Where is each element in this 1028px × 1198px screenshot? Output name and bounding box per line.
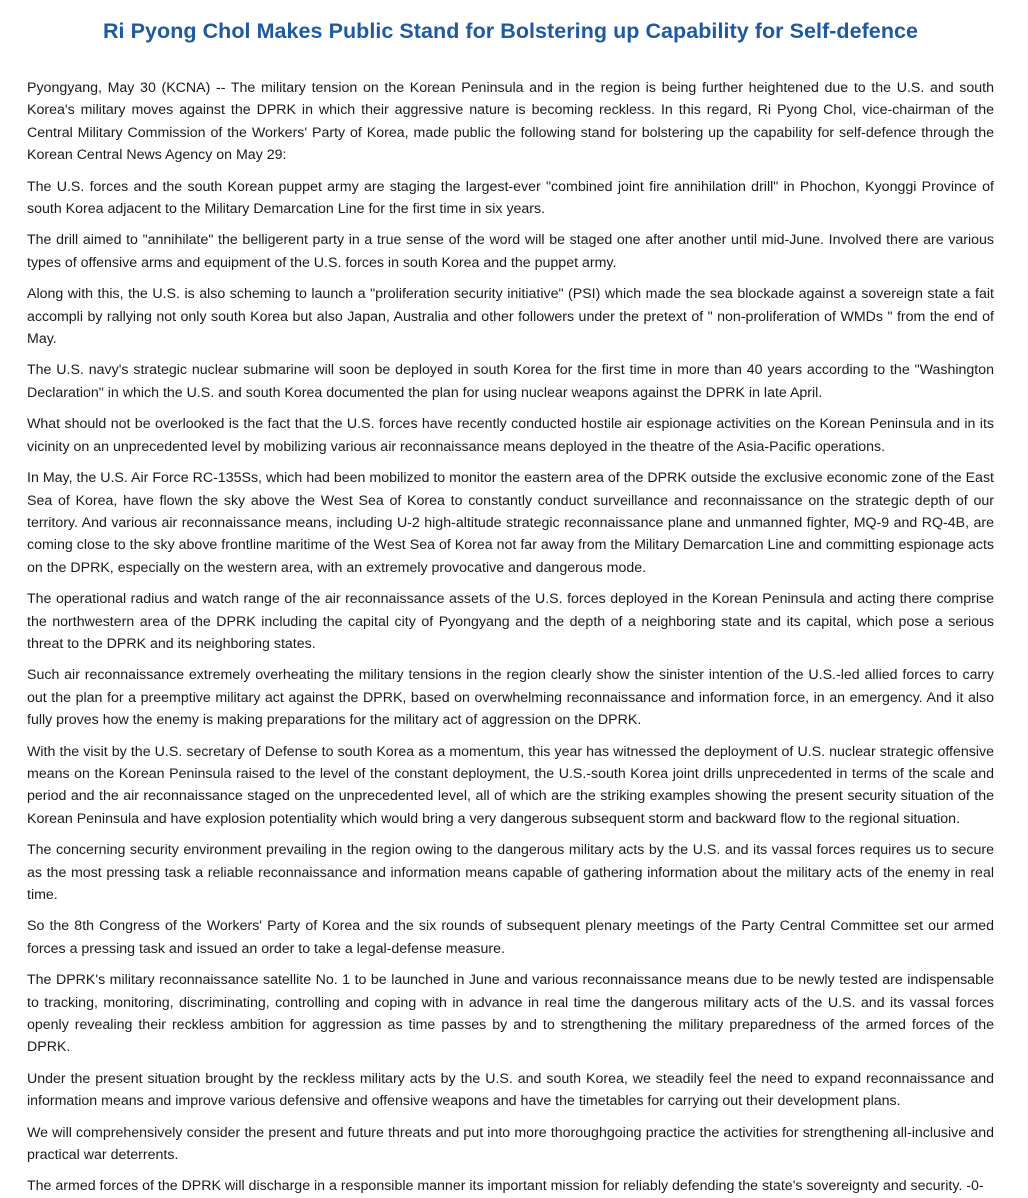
paragraph: Such air reconnaissance extremely overheating the military tensions in the region clearly show the sinister intention of the U.S.-led allied forces to carry out the plan for a preemptive military act against the DPRK, based on overwhelming reconnaissance and information force, in an emergency. And it also fully proves how the enemy is making preparations for the military act of aggression on the DPRK. [27, 667, 994, 729]
paragraph: In May, the U.S. Air Force RC-135Ss, which had been mobilized to monitor the eastern area of the DPRK outside the exclusive economic zone of the East Sea of Korea, have flown the sky above the West Sea of Korea to constantly conduct surveillance and reconnaissance on the strategic depth of our territory. And various air reconnaissance means, including U-2 high-altitude strategic reconnaissance plane and unmanned fighter, MQ-9 and RQ-4B, are coming close to the sky above frontline maritime of the West Sea of Korea not far away from the Military Demarcation Line and committing espionage acts on the DPRK, especially on the western area, with an extremely provocative and dangerous mode. [27, 470, 994, 576]
paragraph: The concerning security environment prevailing in the region owing to the dangerous military acts by the U.S. and its vassal forces requires us to secure as the most pressing task a reliable reconnaissance and information means capable of gathering information about the military acts of the enemy in real time. [27, 842, 994, 903]
paragraph: The operational radius and watch range of the air reconnaissance assets of the U.S. forces deployed in the Korean Peninsula and acting there comprise the northwestern area of the DPRK including the capital city of Pyongyang and the depth of a neighboring state and its capital, which pose a serious threat to the DPRK and its neighboring states. [27, 591, 994, 652]
paragraph: The DPRK's military reconnaissance satellite No. 1 to be launched in June and various reconnaissance means due to be newly tested are indispensable to tracking, monitoring, discriminating, controlling and coping with in advance in real time the dangerous military acts of the U.S. and its vassal forces openly revealing their reckless ambition for aggression as time passes by and to strengthening the military preparedness of the armed forces of the DPRK. [27, 972, 994, 1056]
paragraph: So the 8th Congress of the Workers' Party of Korea and the six rounds of subsequent plenary meetings of the Party Central Committee set our armed forces a pressing task and issued an order to take a legal-defense measure. [27, 918, 994, 957]
paragraph: With the visit by the U.S. secretary of Defense to south Korea as a momentum, this year has witnessed the deployment of U.S. nuclear strategic offensive means on the Korean Peninsula raised to the level of the constant deployment, the U.S.-south Korea joint drills unprecedented in terms of the scale and period and the air reconnaissance staged on the unprecedented level, all of which are the striking examples showing the present security situation of the Korean Peninsula and have explosion potentiality which would bring a very dangerous subsequent storm and backward flow to the regional situation. [27, 743, 994, 827]
paragraph: The U.S. navy's strategic nuclear submarine will soon be deployed in south Korea for the first time in more than 40 years according to the "Washington Declaration" in which the U.S. and south Korea documented the plan for using nuclear weapons against the DPRK in late April. [27, 362, 994, 401]
paragraph-dateline: Pyongyang, May 30 (KCNA) -- The military tension on the Korean Peninsula and in the region is being further heightened due to the U.S. and south Korea's military moves against the DPRK in which their aggressive nature is becoming reckless. In this regard, Ri Pyong Chol, vice-chairman of the Central Military Commission of the Workers' Party of Korea, made public the following stand for bolstering up the capability for self-defence through the Korean Central News Agency on May 29: [27, 80, 994, 164]
paragraph: What should not be overlooked is the fact that the U.S. forces have recently conducted hostile air espionage activities on the Korean Peninsula and in its vicinity on an unprecedented level by mobilizing various air reconnaissance means deployed in the theatre of the Asia-Pacific operations. [27, 416, 994, 455]
article-body [27, 77, 994, 1198]
paragraph: The U.S. forces and the south Korean puppet army are staging the largest-ever "combined joint fire annihilation drill" in Phochon, Kyonggi Province of south Korea adjacent to the Military Demarcation Line for the first time in six years. [27, 178, 994, 218]
paragraph-closing: The armed forces of the DPRK will discharge in a responsible manner its important mission for reliably defending the state's sovereignty and security. -0- [27, 1178, 984, 1195]
paragraph: Along with this, the U.S. is also scheming to launch a "proliferation security initiative" (PSI) which made the sea blockade against a sovereign state a fait accompli by rallying not only south Korea but also Japan, Australia and other followers under the pretext of " non-proliferation of WMDs " from the end of May. [27, 286, 994, 348]
paragraph: We will comprehensively consider the present and future threats and put into more thoroughgoing practice the activities for strengthening all-inclusive and practical war deterrents. [27, 1124, 994, 1164]
paragraph: The drill aimed to "annihilate" the belligerent party in a true sense of the word will be staged one after another until mid-June. Involved there are various types of offensive arms and equipment of the U.S. forces in south Korea and the puppet army. [27, 232, 994, 271]
paragraph: Under the present situation brought by the reckless military acts by the U.S. and south Korea, we steadily feel the need to expand reconnaissance and information means and improve various defensive and offensive weapons and have the timetables for carrying out their development plans. [27, 1070, 994, 1110]
article-title: Ri Pyong Chol Makes Public Stand for Bolstering up Capability for Self-defence [102, 19, 919, 43]
